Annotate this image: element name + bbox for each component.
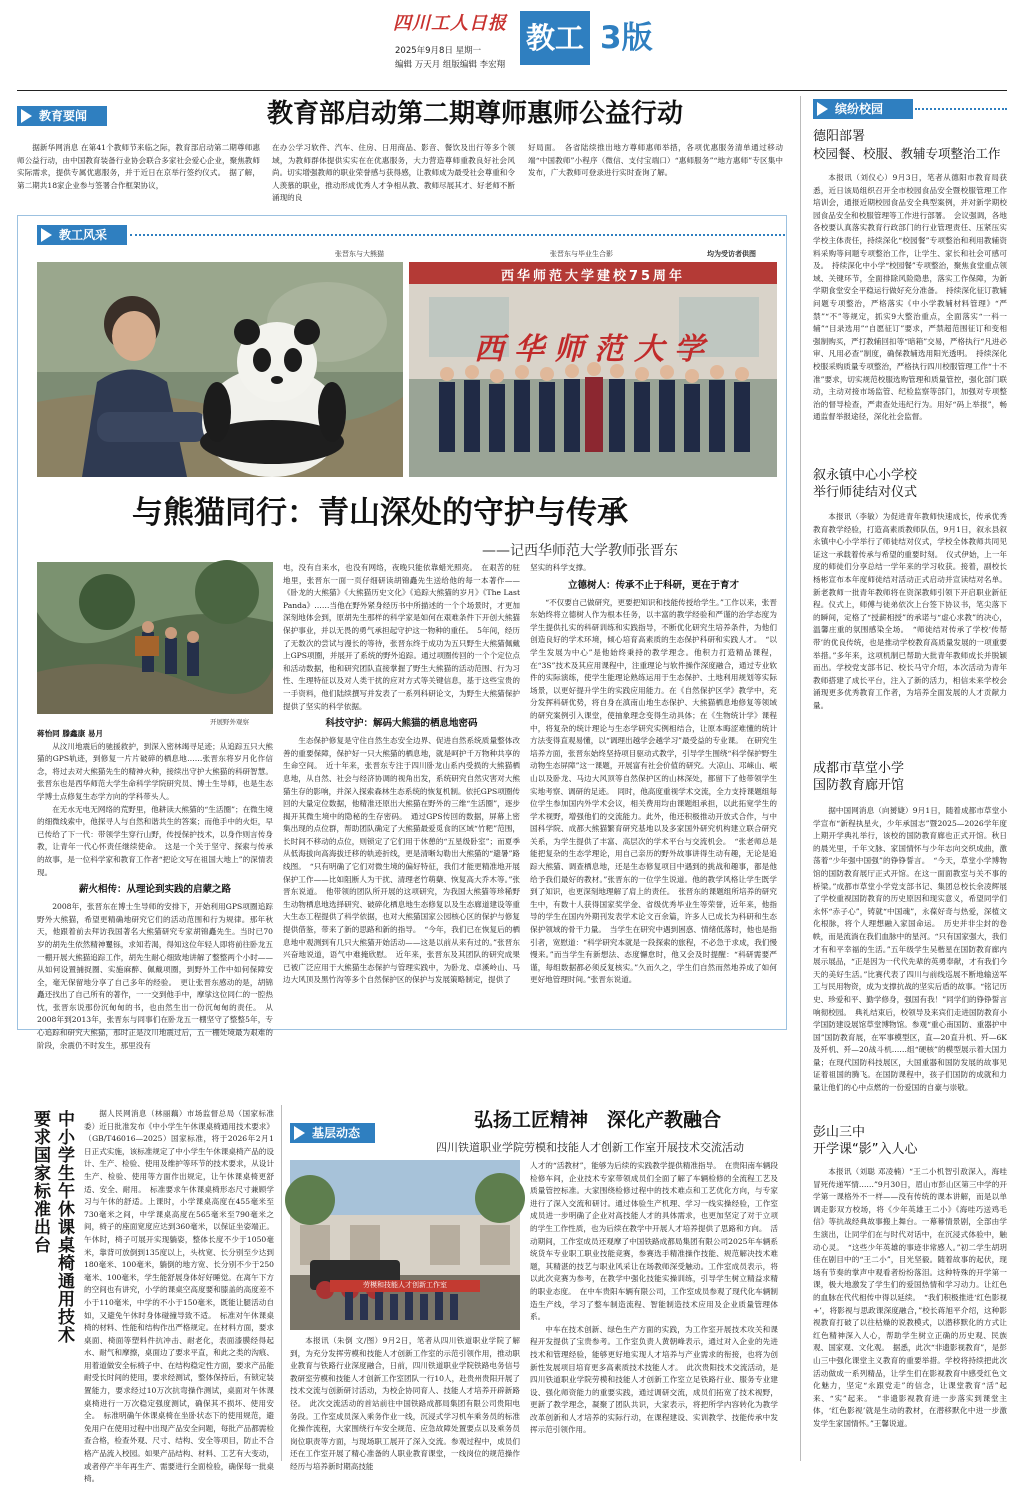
- craft-divider: [281, 1105, 282, 1461]
- campus-s2-title-line2: 举行师徒结对仪式: [813, 485, 918, 500]
- campus-s4-body-text: 本报讯（刘聪 邓凌楠）“王二小机智引敌深入，海哇冒死传递军情……”9月30日，眉山市彭山区第三中学的开学第一课格外不一样——没有传统的课本讲解，而是以单调走影双方校场，将《少年英雄王二小》《海哇巧送鸡毛信》等抗战经典故事搬上舞台。一幕幕情景剧，全部由学生演出，让同学们在与时代对话中，在沉浸式体验中，触动心灵。 “这些少年英雄的事迹非常感人。”初二学生胡玥佳在剧目中的“王二小”，目光坚毅。随着故事的起伏，现场有节奏的掌声中观看者纷纷落泪。这种特殊的开学第一课，极大地激发了学生们的爱国热情和学习动力。让红色的血脉在代代相传中得以延续。 “我们积极推进‘红色影视+’，将影视与思政课深度融合，”校长蒋旭平介绍，这种影视教育打破了以往枯燥的说教模式，以潜移默化的方式让红色精神深入人心，帮助学生树立正确的历史观、民族观、国家观、文化观。 据悉，此次“非遗影视教育”，是彭山三中强化课堂主义教育的重要举措。学校将持续把此次活动做成一系列精品，让学生们在影视教育中感受红色文化魅力，坚定“永跟党走”的信念，让课堂教育“活”起来、“实”起来。 “非遗影视教育进一步落实到课堂主体，‘红色影视’就是生动的教材，在潜移默化中进一步激发学生家国情怀。”王馨说道。: [813, 1167, 1007, 1428]
- photo-credit: 均为受访者供图: [707, 250, 756, 258]
- photo2-caption: 张晋东与毕业生合影: [550, 250, 613, 258]
- tag-campus: [813, 99, 913, 119]
- feature-col1c-text: 2008年，张晋东在博士生导师的安排下，开始利用GPS项圈追踪野外大熊猫，希望更精确地研究它们的活动范围和行为规律。那年秋天，他跟着前去拜访我国著名大熊猫研究专家胡锦矗先生。当时已70岁的胡先生依然精神矍铄，求知若渴，得知这位年轻人即将前往卧龙五一棚开展大熊猫追踪工作，胡先生耐心细致地讲解了整整两个小时——从如何设置捕捉圈、实施麻醉、佩戴项圈，到野外工作中如何保障安全，毫无保留地分享了自己多年的经验。 更让张晋东感动的是，胡锦矗还找出了自己所有的著作，一一交到他手中，摩挲这位同仁的一腔热忱，张晋东说那份沉甸甸的书，也由然生出一份沉甸甸的责任。 从2008年到2013年，张晋东与同事们在卧龙五一棚坚守了整整5年，专心追踪和研究大熊猫，那时正是汶川地震过后，五一棚处境最为艰难的阶段，余震仍不时发生，那里没有: [37, 902, 273, 1050]
- right-column-divider: [800, 96, 801, 1461]
- feature-col1: [37, 728, 273, 1050]
- feature-headline: 与熊猫同行：青山深处的守护与传承: [132, 495, 628, 531]
- feature-byline: [37, 728, 273, 741]
- news-col1: 据新华网消息 在第41个教师节来临之际，教育部启动第二期尊师惠师公益行动，由中国教育装备行业协会联合多家社会爱心企业，聚焦教师实际需求，提供专属优惠服务，并于近日在京举行签约仪式。 据了解，第二期共18家企业参与签署合作框架协议，: [17, 143, 260, 190]
- feature-col3a-text: 坚实的科学支撑。: [530, 563, 591, 572]
- feature-col3b: [530, 597, 777, 987]
- campus-s4-title-line1: 彭山三中: [813, 1125, 866, 1140]
- campus-s3-title-line1: 成都市草堂小学: [813, 761, 905, 776]
- section-name: [520, 11, 590, 65]
- feature-subhead-3: 立德树人：传承不止于科研，更在于育才: [567, 579, 739, 591]
- campus-s3-body-text: 据中国网消息（向赟婕）9月1日，随着成都市草堂小学宣布“新程执星火，少年承国志”暨2025—2026学年度上期开学典礼举行，该校的国防教育廊也正式开馆。秋日的晨光里，千年文脉、家国情怀与少年志向交织成曲，激荡着“少年强中国强”的铮铮誓言。 “今天，草堂小学博物馆的国防教育展厅正式开馆。在这一面面教室与关不事的桥梁。”成都市草堂小学党支部书记、集团总校长余凌辉展了学校重视国防教育的历史原因和现实意义，希望同学们永怀“赤子心”，铸就“中国魂”，永葆好奇与热爱，深植文化根脉，将个人理想融入家国命运。 历史并非尘封的卷帙，而是流淌在我们血脉中的星河。“只有国家强大，我们才有和平幸福的生活。”五年级学生吴楷星在国防教育廊内展示展品，“正是因为一代代先辈的英勇奉献，才有我们今天的美好生活。”比赛代表了四川与前线巡展不断地输送军工与民用物资，成为支撑抗战的坚实后盾的故事。“铭记历史、珍爱和平、勤学修身，强国有我！”同学们的铮铮誓言响彻校园。 典礼结束后，校领导及来宾们走进国防教育小学国防建设展馆草堂博物馆。参观“重心南国防、重器护中国”国防教育展，在军事模型区，直—20直升机、歼—6K及歼机、歼—20战斗机……组“硬核”的模型展示着大国力量；在现代国防科技展区，大国重器和国防发展的故事见证着祖国的腾飞。在国防课程中，孩子们国防的成就和力量让他们的心中点燃的一份爱国的自豪与崇敬。: [813, 806, 1007, 1093]
- standard-vertical-title: 中小学生午休课桌椅通用技术要求国家标准出台: [30, 1110, 74, 1344]
- feature-col3: [530, 562, 777, 1023]
- tag-grassroots: [290, 1123, 375, 1143]
- masthead: [0, 0, 1024, 92]
- masthead-editors: 编辑 万天月 组版编辑 李宏翔: [395, 60, 506, 70]
- campus-s3-title-line2: 国防教育廊开馆: [813, 778, 905, 793]
- photo-field-observation: [37, 562, 273, 714]
- craft-col3: [530, 1324, 778, 1437]
- photo-innovation-studio: [290, 1160, 520, 1330]
- studio-photo-illustration: [290, 1160, 520, 1330]
- craft-col1-text: 本报讯（朱倒 文/图）9月2日，笔者从四川铁道职业学院了解到，为充分发挥劳模和技能人才创新工作室的示范引领作用，推动职业教育与铁路行业深度融合，日前，四川铁道职业学院铁路电务信号教研室劳模和技能人才创新工作室团队一行10人，赴贵州贵阳开展了技术交流与创新研讨活动，为校企协同育人、技能人才培养开辟新路径。 此次交流活动的首站前往中国铁路成都局集团有限公司贵阳电务段。工作室成员深入乘务作业一线，沉浸式学习机车乘务员的标准化操作流程，大家围绕行车安全规范、应急故障处置要点以及乘务员岗位职责等方面，与现场职工展开了深入交流。参观过程中，成员们还在工作室开展了精心准备的人职业教育课堂，一线岗位的规范操作经历与培养新时期高技能: [290, 1336, 520, 1471]
- campus-s1-title-line2: 校园餐、校服、教辅专项整治工作: [813, 146, 1001, 161]
- feature-byline-text: 蒋怡同 滕鑫康 易月: [37, 729, 104, 738]
- feature-col2a: [283, 562, 520, 713]
- feature-col2b-text: 生态保护修复是守住自然生态安全边界、促进自然系统质量整体改善的重要保障，保护好一只大熊猫的栖息地，就是呵护千万物种共享的生命空间。 近十年来，张晋东专注于四川卧龙山系内受损的大熊猫栖息地，从自然、社会与经济协调的视角出发，系统研究自然灾害对大熊猫生存的影响，并深入探索森林生态系统的恢复机制。依托GPS项圈传回的大量定位数据，他精准还原出大熊猫在野外的三维“生活圈”，逐步揭开其微生境中的隐秘的生存密码。 通过GPS传回的数据，屏幕上密集出现的点位群，帮助团队确定了大熊猫最爱觅食的区域“竹粑”范围，长时间不移动的点位，则锁定了它们用于休憩的“五星级卧室”；而夏季从低海拔向高海拔迁移的轨迹折线，更是清晰勾勒出大熊猫的“避暑”路线图。 “只有明确了它们对微生境的偏好特征，我们才能更精准地开展保护工作——比如阻断人为干扰、清理老竹萌蘖、恢复高大乔木等。”张晋东说道。 他带领的团队所开展的这项研究，为我国大熊猫等珍稀野生动物栖息地选择研究、破碎化栖息地生态修复以及生态廊道建设等重大生态工程提供了科学依据，也对大熊猫国家公园核心区的保护与修复提供借鉴，带来了新的思路和新的指导。 “今年，我们已在恢复后的栖息地中观测到有几只大熊猫开始活动——这是以前从来有过的。”张晋东兴奋地说道，语气中难掩欣慰。 近年来，张晋东及其团队的研究成果已被广泛应用于大熊猫生态保护与管理实践中，为卧龙、卓溪岭山、马边大风顶及黑竹沟等多个自然保护区的保护与发展策略制定，提供了: [283, 736, 520, 985]
- campus-s2-body-text: 本报讯（李敏）为促进青年教师快速成长，传承优秀教育教学经验，打造高素质教师队伍，9月1日，叙永县叙永镇中心小学举行了师徒结对仪式，学校全体教师共同见证这一承载着传承与希望的重要时刻。 仪式伊始，上一年度的师徒们分享总结一学年来的学习收获。接着，副校长杨彬宣布本年度师徒结对活动正式启动并宣读结对名单。新老教师一批青年教师将在资深教师引领下开启职业新征程。仪式上，师傅与徒弟依次上台签下协议书，笔尖落下的瞬间，定格了“授薪相授”的承诺与“虚心求教”的决心，温馨庄重的氛围感染全场。 “师徒结对传承了学校‘传帮带’的优良传统，也是推动学校教育高质量发展的一项重要举措。”多年来，这项机制已帮助大批青年教师成长并脱颖而出。学校党支部书记、校长马守介绍，本次活动为青年教师搭建了成长平台，注入了新的活力，相信未来学校会涌现更多优秀教育工作者，为培养全面发展的人才贡献力量。: [813, 512, 1007, 710]
- arrow-icon: [294, 1126, 305, 1140]
- field-photo-illustration: [37, 562, 273, 714]
- photo-graduates-group: [409, 262, 777, 477]
- campus-s4-body: [813, 1166, 1007, 1462]
- feature-col1a: [37, 741, 273, 804]
- header-rule: [17, 90, 1007, 91]
- feature-col2b: [283, 735, 520, 987]
- photo2-arch-text: 西华师范大学: [474, 332, 714, 367]
- feature-col2a-text: 电，没有自来水，也没有网络，夜晚只能依靠蜡光照亮。 在艰苦的驻地里，张晋东一面一页仔细研读胡锦矗先生送给他的每一本著作——《卧龙的大熊猫》《大熊猫历史文化》《追踪大熊猫的岁月》《The Last Panda》……当他在野外紧身经历书中所描述的一个个场景时，才更加深刻地体会到，原胡先生那样的科学家是如何在艰难条件下开创大熊猫保护事业，并以无畏的勇气承担起守护这一物种的重任。 5年间，经历了无数次的尝试与漫长的等待，张晋东终于成功为五只野生大熊猫佩戴上GPS项圈，并展开了系统的野外追踪。通过项圈传回的一个个定位点和活动数据，他和研究团队直接掌握了野生大熊猫的活动范围、行为习性、生理特征以及对人类干扰的应对方式等关键信息，基于这些宝贵的一手资料，他们陆续撰写并发表了一系列科研论文，为野生大熊猫保护提供了坚实的科学依据。: [283, 563, 520, 711]
- tag-education-news-text: 教育要闻: [39, 109, 88, 123]
- campus-s2-title-line1: 叙永镇中心小学校: [813, 468, 918, 483]
- craft-subheadline: 四川铁道职业学院劳模和技能人才创新工作室开展技术交流活动: [436, 1141, 744, 1154]
- feature-col1b-text: 在无水无电无网络的荒野里，他耕读大熊猫的“生活圈”；在微生境的细微线索中，他探寻人与自然和谐共生的答案；而他手中的火炬，早已传给了下一代：带领学生穿行山野，传授保护技术，以身作则言传身教，让青年一代心怀责任继续使命。 这是一个关于坚守、探索与传承的故事，是一位科学家和教育工作者“把论文写在祖国大地上”的深情表现。: [37, 804, 273, 877]
- photo3-caption: 开展野外观察: [210, 718, 249, 726]
- campus-s3-body: [813, 805, 1007, 1107]
- feature-subhead-2: 科技守护：解码大熊猫的栖息地密码: [325, 718, 478, 730]
- campus-s4-title: [813, 1124, 1007, 1158]
- panda-photo-illustration: [37, 262, 403, 477]
- photo1-caption: 张晋东与大熊猫: [335, 250, 384, 258]
- craft-col2: [530, 1160, 778, 1463]
- campus-s1-body-text: 本报讯（刘仪心）9月3日，笔者从德阳市教育局获悉，近日该局组织召开全市校园食品安全暨校服管理工作培训会，通报近期校园食品安全典型案例，并对新学期校园食品安全和校服管理等工作进行部署。 会议强调，各地各校要认真落实教育行政部门的行业管理责任、压紧压实学校主体责任，持续深化“校园餐”专项整治和利用教辅资料采购等问题专项整治工作，让学生、家长和社会可感可及。 持续深化中小学“校园餐”专项整治，聚焦食堂重点领域、关键环节，全面排除风险隐患，落实工作保障，为新学期食堂安全平稳运行做好充分准备。 持续深化征订教辅问题专项整治，严格落实《中小学教辅材料管理》“严禁”“不”等规定，抓实9大整治重点，全面落实“一科一辅”“目录选用”“自愿征订”要求，严禁超范围征订和变相强制购买，严打教辅回扣等“暗箱”交易，严格执行“凡进必审、凡用必查”制度，确保教辅选用阳光透明。 持续深化校服采购质量专项整治，严格执行四川校服管理工作“十不准”要求，切实规范校服选购管理和质量管控，强化部门联动，主动对接市场监管、纪检监察等部门，加强对专项整治的督导检查，严肃查处违纪行为。用好“码上举报”，畅通监督举报途径，深化社会监督。: [813, 173, 1007, 422]
- craft-col1: [290, 1335, 520, 1471]
- tag-grassroots-text: 基层动态: [312, 1126, 361, 1140]
- photo-signboard-text: 劳模和技能人才创新工作室: [363, 1281, 447, 1289]
- arrow-icon: [817, 102, 828, 116]
- news-headline: 教育部启动第二期尊师惠师公益行动: [266, 99, 683, 129]
- section-name-text: 教工: [525, 21, 584, 55]
- tag-line: [915, 108, 1007, 110]
- masthead-date: 2025年9月8日 星期一: [395, 46, 482, 56]
- craft-col2-text: 人才的“活教材”，能够为后续的实践教学提供精准指导。 在贵阳南车辆段检修车间，企业技术专家带领成员们全面了解了车辆检修的全流程工艺及质量管控标准。大家围绕检修过程中的技术难点和工艺优化方向，与专家进行了深入交流和研讨。通过体验生产机理、学习一线实操经验，工作室成员进一步明确了企业对高技能人才的具体需求，也更加坚定了对于立项的学生工作性质，也为后续在教学中开展人才培养提供了思路和方向。 活动期间，工作室成员还观摩了中国铁路成都局集团有限公司2025年车辆系统货车专业职工职业技能竞赛，参赛选手精准操作技能、规范解决技术难题，其精湛的技艺与职业风采让在场教师深受触动。工作室成员表示，将以此次竞赛为参考，在教学中强化技能实操训练，引导学生树立精益求精的职业态度。 在中车贵阳车辆有限公司，工作室成员参观了现代化车辆制造生产线，学习了整车制造流程、智能制造技术应用及企业质量管理体系。: [530, 1161, 778, 1322]
- tag-teacher-profile-text: 教工风采: [59, 228, 108, 242]
- photo2-banner-text: 西华师范大学建校75周年: [500, 269, 686, 284]
- campus-s2-title: [813, 467, 1007, 501]
- campus-s4-title-line2: 开学课“影”入人心: [813, 1142, 918, 1157]
- photo-scientist-with-panda: [37, 262, 403, 477]
- campus-s1-title-line1: 德阳部署: [813, 129, 866, 144]
- tag-education-news: [17, 106, 107, 126]
- campus-s1-title: [813, 128, 1007, 162]
- news-col3: 好局面。 各省陆续推出地方尊师惠师举措，各项优惠服务清单通过移动端“中国教师”小程序（微信、支付宝端口）“惠师服务”“地方惠师”专区集中发布，广大教师可登录进行实时查询了解。: [528, 143, 783, 178]
- feature-col2: [283, 562, 520, 1023]
- feature-col1a-text: 从汶川地震后的驰援救护，到深入密林竭寻足迹；从追踪五只大熊猫的GPS轨迹，到修复一片片破碎的栖息地……张晋东将岁月化作信念，将过去对大熊猫先生的精神火种，接续出守护大熊猫的科研智慧。张晋东也是西华师范大学生命科学学院研究员、博士生导师，也是生态学博士点修复生态学方向的学科带头人。: [37, 741, 273, 801]
- standard-body-text: 据人民网消息（林丽藕）市场监督总局（国家标准委）近日批准发布《中小学生午休课桌椅通用技术要求》（GB/T46016—2025）国家标准，将于2026年2月1日正式实施，该标准规定了中小学生午休课桌椅产品的设计、生产、检验、使用及维护等环节的技术要求，从设计生产、检验、使用等方面作出规定，让午休课桌椅更舒适、安全、耐用。 标准要求午休课桌椅形态尺寸兼顾学习与午休的舒适。上课时，小学课桌高度在455毫米至730毫米之间，中学课桌高度在565毫米至790毫米之间，椅子的座面宽度应达到360毫米，以保证坐姿端正。午休时，椅子可展开实现躺姿，整体长度不少于1050毫米，靠背可放倒到135度以上，头枕宽、长分别至少达到180毫米、100毫米，躺倒的地方宽、长分别不少于250毫米、100毫米，学生能舒展身体好好睡觉。在离午下方的空间也有讲究，小学的课桌空高度要和膝盖的高度差不小于110毫米，中学的不小于150毫米，既能让腿活动自如，又避免午休时身体碰撞导致不适。 标准对午休课桌椅的材料、性能和结构作出严格规定。在材料方面，要求桌面、椅面等塑料件抗冲击、耐老化，表面漆膜经得起水、耐气和摩擦，桌面边了要求平直，和此之类的沟痕、用着道做安全标椅子中、在结构稳定性方面，要求产品能耐受长时间的使用，要求经测试，整体保持后，有锁定装置能力，要求经过10万次抗弯操作测试，桌面对午休课桌椅进行一万次稳定强度测试，确保其不损坏、使用安全。 标准明确午休课桌椅在坐卧状态下的使用规范，避免用户在使用过程中出现产品安全问题，每批产品都需检查合格，检查外观、尺寸、结构、安全等项目，防止不合格产品流入校园。如果产品结构、材料、工艺有大变动，或者停产半年再生产、需要进行全面检验，确保每一批桌椅。: [84, 1109, 274, 1484]
- tag-campus-text: 缤纷校园: [835, 102, 884, 116]
- feature-subheadline: ——记西华师范大学教师张晋东: [482, 543, 678, 559]
- feature-col1c: [37, 901, 273, 1052]
- masthead-logo: 四川工人日报: [393, 13, 507, 34]
- news-col2: 在办公学习软件、汽车、住房、日用商品、影音、餐饮及出行等多个领域，为教师群体提供实实在在优惠服务，大力营造尊师重教良好社会风尚。切实增强教师的职业荣誉感与获得感，让教师成为最受社会尊重和令人羡慕的职业，推动形成优秀人才争相从教、教师尽展其才、好老师不断涌现的良: [272, 143, 515, 203]
- page-number: 3版: [600, 20, 653, 56]
- craft-col3-text: 中车在技术创新、绿色生产方面的实践，为工作室开展技术攻关和课程开发提供了宝贵参考。工作室负责人黄朝峰表示，通过对入企业的先进技术和管理经验，能够更好地实现人才培养与产业需求的衔接，也将为创新性发展项目培育更多高素质技术技能人才。 此次贵阳技术交流活动，是四川铁道职业学院劳模和技能人才创新工作室立足铁路行业、服务专业建设、强化师资能力的重要实践，通过调研交流，成员们拓宽了技术视野，更新了教学理念，凝聚了团队共识，大家表示，将把所学内容转化为教学改革创新和人才培养的实际行动，在课程建设、实训教学、技能传承中发挥示范引领作用。: [530, 1324, 778, 1435]
- graduates-photo-illustration: [409, 262, 777, 477]
- feature-subhead-1: 薪火相传：从理论到实践的启蒙之路: [78, 884, 231, 896]
- campus-s1-body: [813, 172, 1007, 460]
- feature-col1b: [37, 804, 273, 880]
- campus-s3-title: [813, 760, 1007, 794]
- campus-s2-body: [813, 511, 1007, 741]
- feature-col3a: [530, 562, 777, 575]
- arrow-icon: [21, 109, 32, 123]
- craft-headline: 弘扬工匠精神 深化产教融合: [473, 1109, 721, 1131]
- standard-body: [84, 1108, 274, 1484]
- feature-col3b-text: “不仅要自己做研究，更要把知识和技能传授给学生。”工作以来，张晋东始终将立德树人作为根本任务，以丰富的教学经验和严谨的治学态度为学生提供扎实的科研训练和实践指导，不断优化研究生培养条件，为他们创造良好的学术环境，倾心培育高素质的生态保护科研和实践人才。 “以学生发展为中心”是他始终秉持的教学理念。他积力打造精品课程，在“3S”技术及其应用课程中，注重理论与软件操作深度融合，通过专业软件的实际演练，使学生能理论熟练运用于生态保护、土地利用规划等实际场景，以更好提升学生的实践应用能力。在《自然保护区学》教学中，充分发挥科研优势，将自身在滇南山地生态保护、大熊猫栖息地修复等领域的研究案例引入课堂，使抽象理念变得生动具体；在《生物统计学》课程中，将复杂的统计理论与生态学研究实例相结合，让原本晦涩难懂的统计方法变得直观易懂，以“调理出越学会越学习”最受益的专业课。 在研究生培养方面，张晋东始终坚持项目驱动式教学，引导学生围绕“科学保护野生动物生态屏障”这一课题，开展富有社会价值的研究。大凉山、邛崃山、岷山以及卧龙、马边大风顶等自然保护区的山林深处，都留下了他带领学生实地考察、调研的足迹。 同时，他高度重视学术交流，全力支持课题组每位学生参加国内外学术会议，相关费用均由课题组承担，以此拓宽学生的学术视野，增强他们的交流能力。此外，他还积极推动开放式合作，与中国科学院、成都大熊猫繁育研究基地以及多家国外研究机构建立联合研究关系，为学生提供了丰富、高层次的学术平台与交流机会。 “张老师总是能把复杂的生态学理论，用自己亲历的野外故事讲得生动有趣，无论是追踪大熊猫、调查栖息地，还是生态修复项目中遇到的挑战和趣事，都是他给予我们最好的教材。”张晋东的一位学生说道。他的教学风格让学生既学到了知识，也更深刻地理解了肩上的责任。 张晋东的课题组所培养的研究生中，有数十人获得国家奖学金、省级优秀毕业生等荣誉，近年来，他指导的学生在国内外期刊发表学术论文百余篇，许多人已成长为科研和生态保护领域的骨干力量。 当学生在研究中遇到困惑、情绪低落时，他也是指引者，宽慰道：“科学研究本就是一段探索的旅程，不必急于求成，我们慢慢来。”而当学生有新想法、态度懈怠时，他又会及时提醒：“科研需要严谨，每组数据都必须反复核实。”久而久之，学生们自然而然地养成了如何更好地管理时间。”张晋东说道。: [530, 597, 777, 985]
